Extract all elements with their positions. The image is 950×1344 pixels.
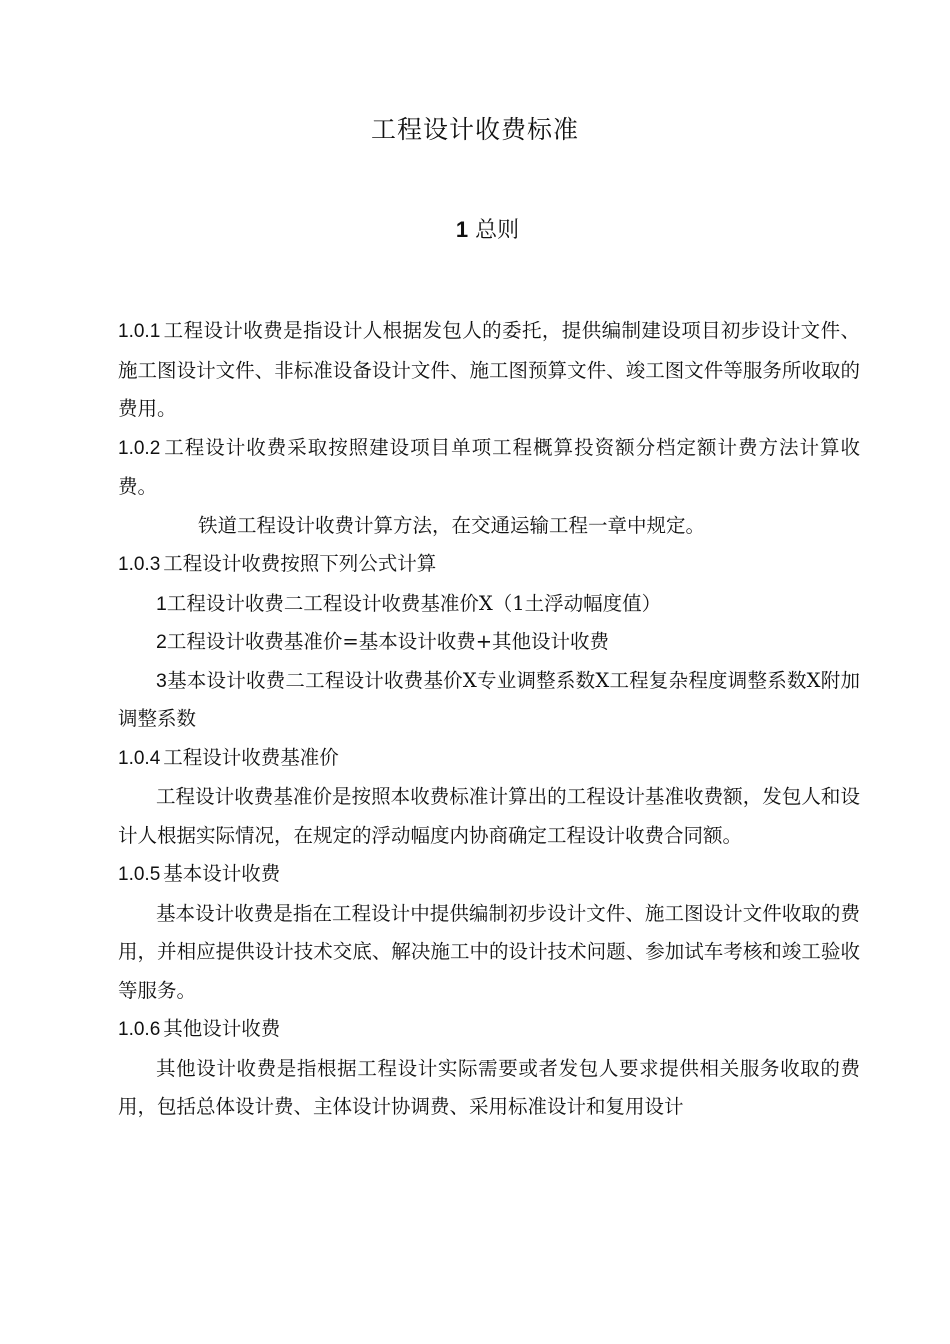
clause-text: 工程设计收费基准价 (163, 745, 339, 769)
formula-item-number: 3 (156, 669, 167, 692)
clause-1-0-3 (118, 545, 860, 585)
clause-1-0-5 (118, 855, 860, 895)
clause-1-0-1 (118, 312, 860, 429)
clause-1-0-2 (118, 429, 860, 507)
clause-body: 其他设计收费是指根据工程设计实际需要或者发包人要求提供相关服务收取的费用，包括总体设计费、主体设计协调费、采用标准设计和复用设计 (118, 1056, 860, 1118)
clause-number: 1.0.2 (118, 437, 161, 459)
clause-number: 1.0.6 (118, 1019, 161, 1040)
clause-number: 1.0.3 (118, 554, 161, 575)
clause-text: 基本设计收费 (163, 862, 281, 885)
clause-text: 工程设计收费按照下列公式计算 (163, 552, 437, 575)
formula-item-text: 工程设计收费基准价=基本设计收费+其他设计收费 (166, 630, 610, 653)
clause-text: 工程设计收费采取按照建设项目单项工程概算投资额分档定额计费方法计算收费。 (118, 435, 860, 498)
formula-item-text: 工程设计收费二工程设计收费基准价X（1土浮动幅度值） (166, 591, 662, 615)
clause-text: 其他设计收费 (163, 1017, 281, 1040)
formula-item-number: 1 (156, 592, 167, 615)
clause-1-0-4 (118, 739, 860, 779)
clause-body: 基本设计收费是指在工程设计中提供编制初步设计文件、施工图设计文件收取的费用，并相应提供设计技术交底、解决施工中的设计技术问题、参加试车考核和竣工验收等服务。 (118, 901, 860, 1002)
clause-number: 1.0.4 (118, 747, 161, 769)
clause-text: 工程设计收费是指设计人根据发包人的委托，提供编制建设项目初步设计文件、施工图设计文件、非标准设备设计文件、施工图预算文件、竣工图文件等服务所收取的费用。 (118, 319, 860, 420)
clause-body: 工程设计收费基准价是按照本收费标准计算出的工程设计基准收费额，发包人和设计人根据实际情况，在规定的浮动幅度内协商确定工程设计收费合同额。 (118, 785, 860, 847)
document-body (118, 312, 860, 1127)
clause-number: 1.0.5 (118, 864, 161, 885)
document-title: 工程设计收费标准 (370, 115, 579, 144)
formula-item (118, 662, 860, 739)
clause-1-0-6 (118, 1010, 860, 1050)
formula-item (118, 585, 860, 624)
clause-number: 1.0.1 (118, 321, 161, 342)
chapter-number: 1 (455, 217, 469, 242)
chapter-title: 总则 (475, 218, 520, 243)
chapter-heading (0, 214, 950, 247)
formula-item-number: 2 (156, 631, 167, 653)
formula-item-text: 基本设计收费二工程设计收费基价X专业调整系数X工程复杂程度调整系数X附加调整系数 (118, 668, 860, 730)
clause-note: 铁道工程设计收费计算方法，在交通运输工程一章中规定。 (198, 513, 706, 537)
formula-item (118, 623, 860, 662)
